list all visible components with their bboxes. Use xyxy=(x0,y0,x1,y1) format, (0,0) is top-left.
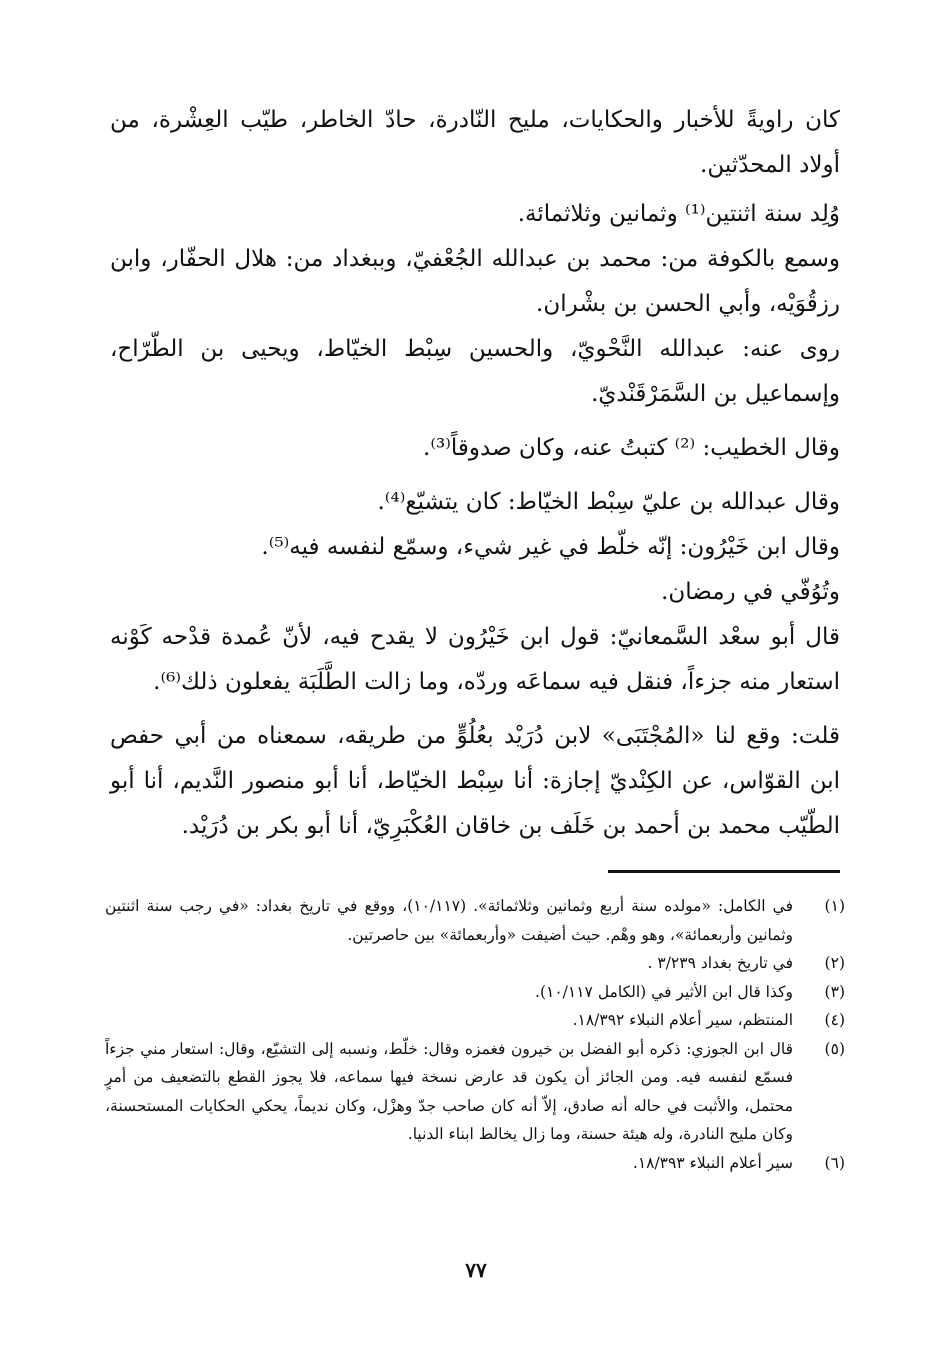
footnote-4 xyxy=(105,1006,845,1035)
footnote-number: (١) xyxy=(824,897,845,915)
footnote-text: وكذا قال ابن الأثير في (الكامل ١٠/١١٧). xyxy=(535,982,793,1001)
footnote-number: (٤) xyxy=(824,1011,845,1029)
paragraph-death: وتُوُفّي في رمضان. xyxy=(661,579,840,605)
paragraph-khatib-quote: وقال الخطيب: ⁽²⁾ كتبتُ عنه، وكان صدوقاً⁽³⁾. xyxy=(423,435,840,461)
paragraph-sibt-quote: وقال عبدالله بن عليّ سِبْط الخيّاط: كان يتشيّع⁽⁴⁾. xyxy=(377,489,840,515)
footnote-text: في تاريخ بغداد ٣/٢٣٩ . xyxy=(647,954,793,972)
footnote-text: المنتظم، سير أعلام النبلاء ١٨/٣٩٢. xyxy=(572,1011,793,1029)
footnote-6 xyxy=(105,1149,845,1178)
footnote-1 xyxy=(105,892,845,949)
main-text xyxy=(110,98,840,849)
paragraph-samani-quote: قال أبو سعْد السَّمعانيّ: قول ابن خَيْرُون لا يقدح فيه، لأنّ عُمدة قدْحه كَوْنه استعار منه جزءاً، فنقل فيه سماعَه وردّه، وما زالت الطَّلَبَة يفعلون ذلك⁽⁶⁾. xyxy=(110,624,840,695)
footnote-3 xyxy=(105,978,845,1007)
footnote-number: (٢) xyxy=(824,954,845,972)
footnotes xyxy=(105,892,845,1177)
paragraph-description: كان راويةً للأخبار والحكايات، مليح النّادرة، حادّ الخاطر، طيّب العِشْرة، من أولاد المحدّثين. xyxy=(110,107,840,178)
footnote-divider xyxy=(608,870,840,873)
paragraph-birth: وُلِد سنة اثنتين⁽¹⁾ وثمانين وثلاثمائة. xyxy=(517,201,840,227)
footnote-2 xyxy=(105,949,845,978)
paragraph-teachers: وسمع بالكوفة من: محمد بن عبدالله الجُعْفيّ، وببغداد من: هلال الحفّار، وابن رزقُوَيْه، وأبي الحسن بن بشْران. xyxy=(110,246,840,317)
footnote-number: (٣) xyxy=(824,982,845,1001)
footnote-number: (٦) xyxy=(824,1153,845,1172)
footnote-text: في الكامل: «مولده سنة أربع وثمانين وثلاثمائة». (١٠/١١٧)، ووقع في تاريخ بغداد: «في رجب سنة اثنتين وثمانين وأربعمائة»، وهو وهْم. حيث أضيفت «وأربعمائة» بين حاصرتين. xyxy=(105,897,793,944)
paragraph-khayrun-quote: وقال ابن خَيْرُون: إنّه خلّط في غير شيء، وسمّع لنفسه فيه⁽⁵⁾. xyxy=(261,534,840,560)
footnote-number: (٥) xyxy=(824,1039,845,1058)
paragraph-isnad: قلت: وقع لنا «المُجْتَبَى» لابن دُرَيْد بعُلُوٍّ من طريقه، سمعناه من أبي حفص ابن القوّاس، عن الكِنْديّ إجازة: أنا سِبْط الخيّاط، أنا أبو منصور النَّديم، أنا أبو الطّيّب محمد بن أحمد بن خَلَف بن خاقان العُكْبَرِيّ، أنا أبو بكر بن دُرَيْد. xyxy=(110,723,840,839)
page-number: ٧٧ xyxy=(465,1258,487,1282)
footnote-text: قال ابن الجوزي: ذكره أبو الفضل بن خيرون فغمزه وقال: خلّط، ونسبه إلى التشيّع، وقال: استعار مني جزءاً فسمّع لنفسه فيه. ومن الجائز أن يكون قد عارض نسخة فيها سماعه، فلا يجوز القطع بالتضعيف من أمرٍ محتمل، والأثبت في حاله أنه صادق، إلاّ أنه كان صاحب جدّ وهزْل، وكان نديماً، يحكي الحكايات المستحسنة، وكان مليح النادرة، وله هيئة حسنة، وما زال يخالط ابناء الدنيا. xyxy=(105,1039,793,1143)
paragraph-students: روى عنه: عبدالله النَّحْويّ، والحسين سِبْط الخيّاط، ويحيى بن الطّرّاح، وإسماعيل بن السَّمَرْقَنْديّ. xyxy=(110,336,840,407)
footnote-5 xyxy=(105,1035,845,1149)
footnote-text: سير أعلام النبلاء ١٨/٣٩٣. xyxy=(632,1153,793,1172)
